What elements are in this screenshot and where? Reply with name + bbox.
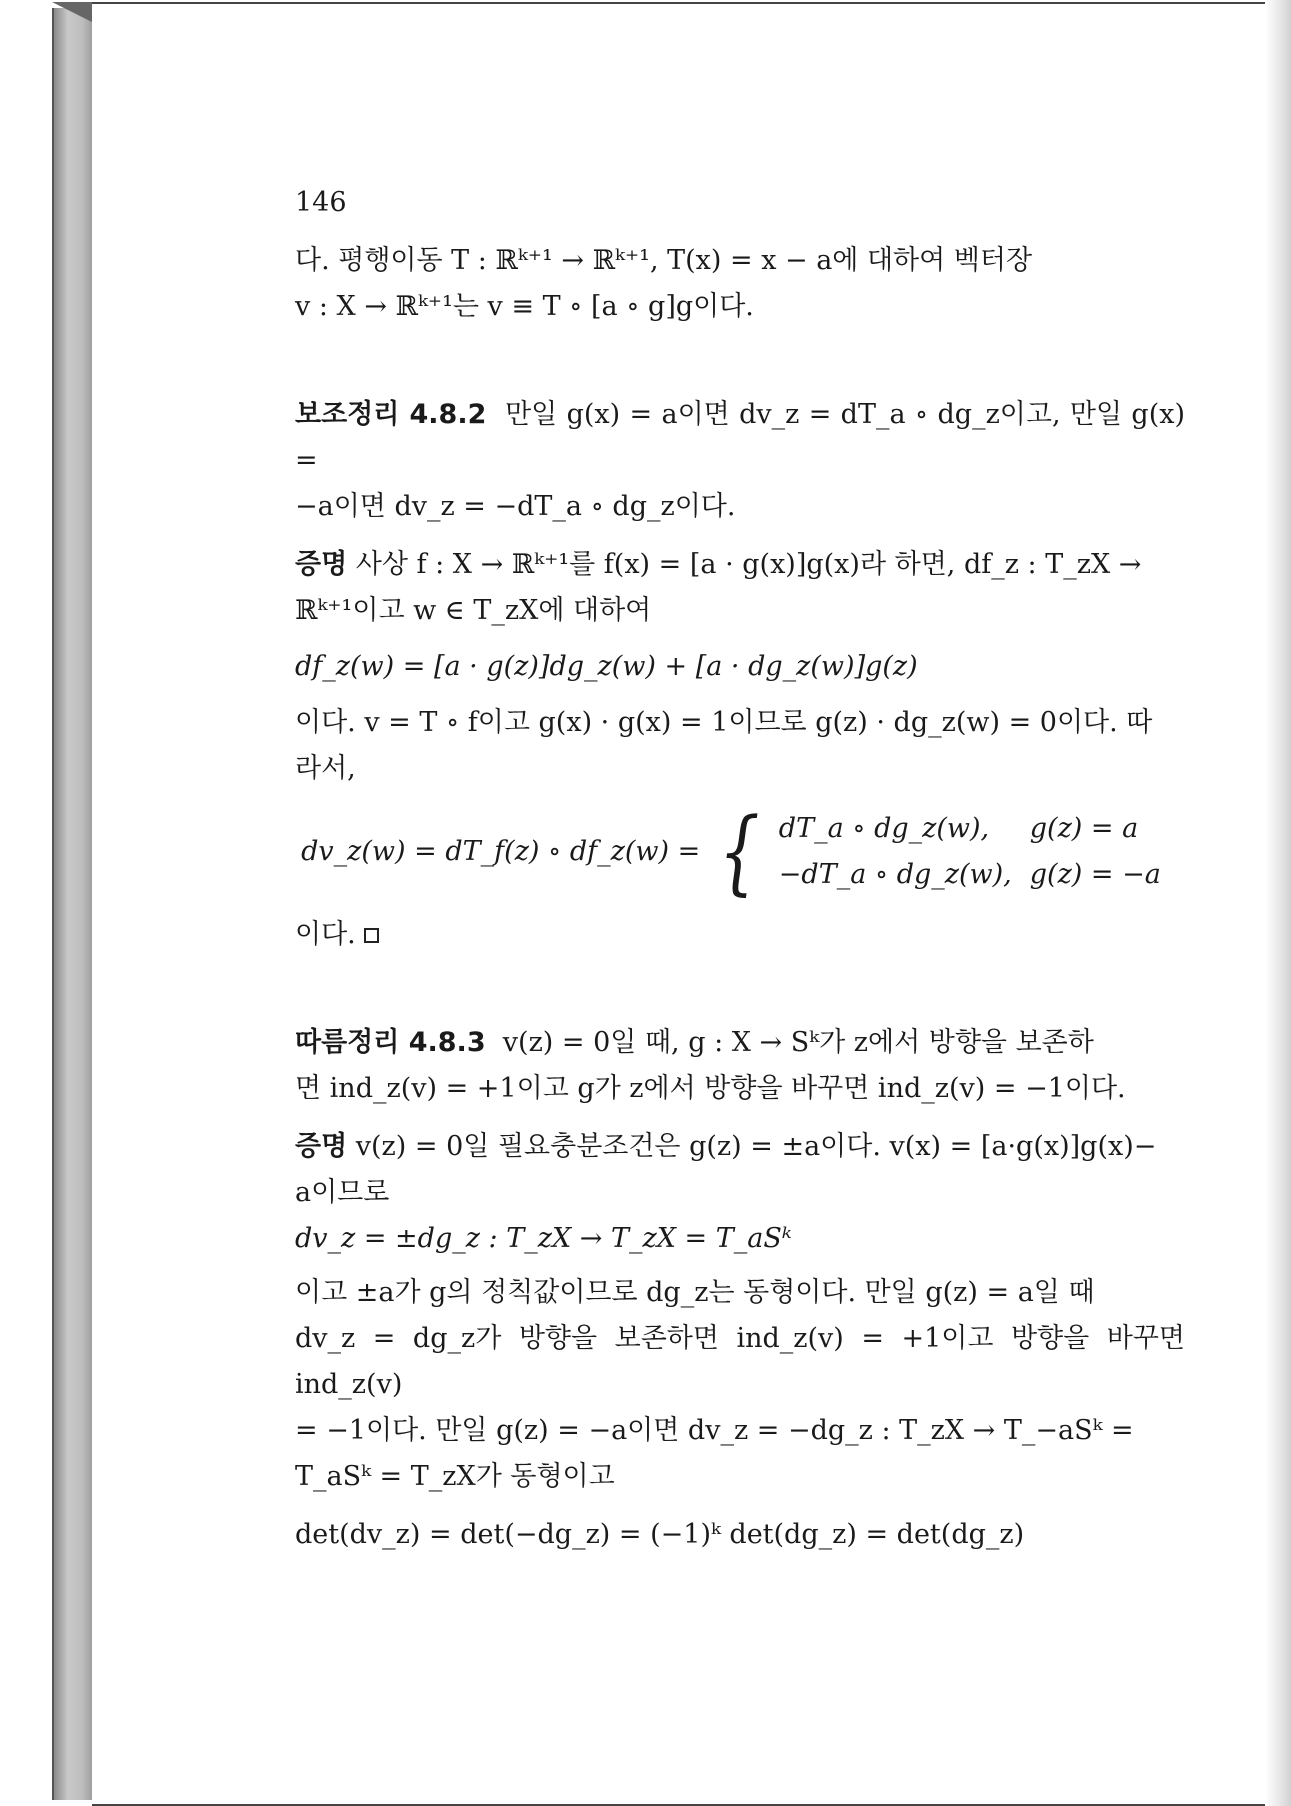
cases-lhs: dv_z(w) = dT_f(z) ∘ df_z(w) = [301, 836, 701, 867]
proof2-equation-2: det(dv_z) = det(−dg_z) = (−1)ᵏ det(dg_z) = det(dg_z) [295, 1519, 1025, 1550]
corollary-line-1 [295, 1020, 1185, 1066]
case-condition: g(z) = a [1029, 813, 1139, 844]
proof2-line-2: a이므로 [295, 1177, 390, 1208]
case-condition: g(z) = −a [1029, 859, 1161, 890]
proof2-line-6: T_aSᵏ = T_zX가 동형이고 [295, 1461, 615, 1492]
lemma-heading: 보조정리 4.8.2 [295, 399, 487, 430]
proof1-line-1 [295, 542, 1185, 588]
proof1-equation-1: df_z(w) = [a · g(z)]dg_z(w) + [a · dg_z(w)]g(z) [295, 651, 918, 682]
proof2-line-3: 이고 ±a가 g의 정칙값이므로 dg_z는 동형이다. 만일 g(z) = a일 때 [295, 1277, 1095, 1308]
book-spine [52, 8, 94, 1800]
case-row [779, 806, 1179, 852]
case-expression: dT_a ∘ dg_z(w), [778, 813, 990, 844]
proof2-heading: 증명 [295, 1131, 348, 1162]
book-corner [52, 2, 92, 22]
case-row [779, 852, 1179, 898]
page-content [295, 238, 1185, 1558]
lemma-line-2: −a이면 dv_z = −dT_a ∘ dg_z이다. [295, 491, 736, 522]
paragraph-translation-line-1: 다. 평행이동 T : ℝᵏ⁺¹ → ℝᵏ⁺¹, T(x) = x − a에 대하여 벡터장 [295, 245, 1033, 276]
proof1-line-2: ℝᵏ⁺¹이고 w ∈ T_zX에 대하여 [295, 595, 652, 626]
case-expression: −dT_a ∘ dg_z(w), [778, 859, 1012, 890]
proof1-line-4: 라서, [295, 753, 356, 784]
qed-square-icon [364, 928, 379, 943]
proof1-text-1: 사상 f : X → ℝᵏ⁺¹를 f(x) = [a · g(x)]g(x)라 하면, df_z : T_zX → [355, 549, 1142, 580]
proof2-line-4: dv_z = dg_z가 방향을 보존하면 ind_z(v) = +1이고 방향을 바꾸면 ind_z(v) [295, 1323, 1185, 1400]
page-number: 146 [295, 187, 347, 218]
paragraph-translation-line-2: v : X → ℝᵏ⁺¹는 v ≡ T ∘ [a ∘ g]g이다. [295, 291, 754, 322]
proof2-line-5: = −1이다. 만일 g(z) = −a이면 dv_z = −dg_z : T_zX → T_−aSᵏ = [295, 1415, 1134, 1446]
page-edge-shadow [1265, 0, 1291, 1806]
proof2-text-1: v(z) = 0일 필요충분조건은 g(z) = ±a이다. v(x) = [a·g(x)]g(x)− [355, 1131, 1157, 1162]
proof2-equation-1: dv_z = ±dg_z : T_zX → T_zX = T_aSᵏ [295, 1223, 792, 1254]
proof1-end [295, 912, 1185, 958]
corollary-text-1: v(z) = 0일 때, g : X → Sᵏ가 z에서 방향을 보존하 [502, 1027, 1094, 1058]
lemma-text-1: 만일 g(x) = a이면 dv_z = dT_a ∘ dg_z이고, 만일 g(x) = [295, 399, 1185, 476]
proof2-line-1 [295, 1124, 1185, 1170]
lemma-line-1 [295, 392, 1185, 484]
corollary-heading: 따름정리 4.8.3 [295, 1027, 486, 1058]
cases-table [779, 806, 1179, 898]
proof1-heading: 증명 [295, 549, 348, 580]
proof1-line-3: 이다. v = T ∘ f이고 g(x) · g(x) = 1이므로 g(z) · dg_z(w) = 0이다. 따 [295, 707, 1153, 738]
proof1-cases-equation [295, 798, 1185, 905]
left-brace: { [719, 798, 760, 905]
corollary-line-2: 면 ind_z(v) = +1이고 g가 z에서 방향을 바꾸면 ind_z(v) = −1이다. [295, 1073, 1126, 1104]
proof1-end-text: 이다. [295, 919, 356, 950]
